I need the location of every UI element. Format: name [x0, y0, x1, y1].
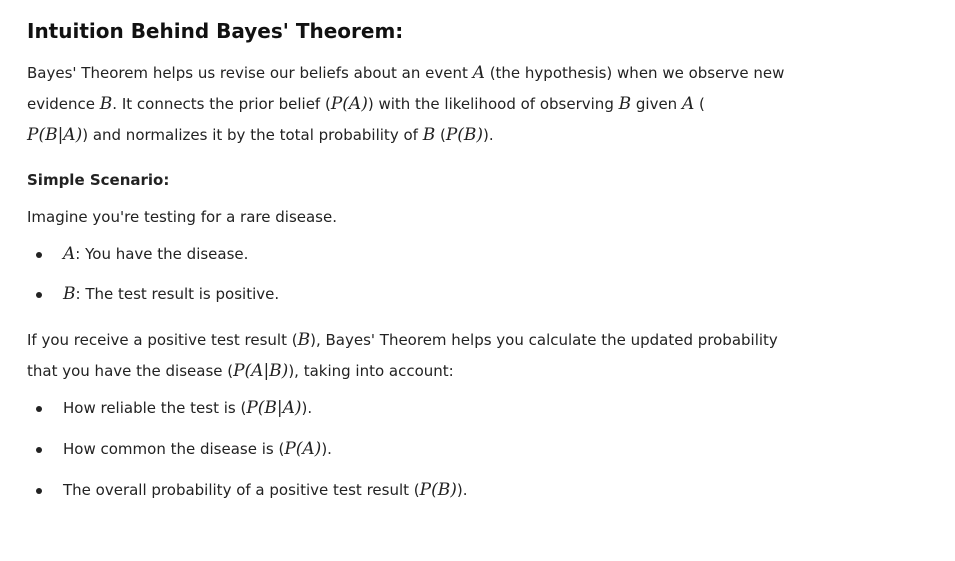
math-b: B: [99, 94, 113, 114]
list-item: [27, 397, 927, 419]
bullet-icon: [36, 406, 42, 412]
definition-list: [27, 243, 927, 305]
list-item: [27, 243, 927, 265]
intro-text: given: [631, 95, 682, 113]
scenario-heading: Simple Scenario:: [27, 171, 170, 189]
intro-text: ).: [483, 126, 494, 144]
factor-text: ).: [301, 399, 313, 417]
intro-text: ) with the likelihood of observing: [367, 95, 619, 113]
factor-text: The overall probability of a positive test result (: [63, 481, 420, 499]
math-likelihood: P(B|A): [27, 125, 83, 145]
article: [27, 16, 927, 501]
bullet-icon: [36, 488, 42, 494]
math-prior: P(A): [330, 94, 368, 114]
followup-text: that you have the disease (: [27, 362, 234, 380]
math-b: B: [618, 94, 632, 114]
factor-text: How reliable the test is (: [63, 399, 247, 417]
math-variable: A: [63, 244, 76, 264]
followup-text: If you receive a positive test result (: [27, 331, 298, 349]
factor-list: [27, 397, 927, 501]
math-b: B: [297, 330, 311, 350]
list-item: [27, 479, 927, 501]
followup-paragraph: [27, 325, 927, 387]
followup-text: ), Bayes' Theorem helps you calculate the updated probability: [310, 331, 778, 349]
math-evidence: P(B): [445, 125, 484, 145]
intro-text: (: [694, 95, 705, 113]
intro-text: . It connects the prior belief (: [112, 95, 331, 113]
intro-paragraph: [27, 58, 927, 151]
definition-text: : The test result is positive.: [75, 285, 280, 303]
list-item: [27, 438, 927, 460]
intro-text: (the hypothesis) when we observe new: [484, 64, 785, 82]
intro-text: ) and normalizes it by the total probability of: [82, 126, 423, 144]
math-b: B: [422, 125, 436, 145]
bullet-icon: [36, 252, 42, 258]
factor-text: ).: [321, 440, 332, 458]
bullet-icon: [36, 292, 42, 298]
bullet-icon: [36, 447, 42, 453]
math-prior: P(A): [284, 439, 322, 459]
math-posterior: P(A|B): [233, 361, 289, 381]
intro-text: (: [435, 126, 446, 144]
math-a: A: [681, 94, 695, 114]
section-heading: Intuition Behind Bayes' Theorem:: [27, 19, 404, 43]
math-likelihood: P(B|A): [246, 398, 302, 418]
factor-text: How common the disease is (: [63, 440, 285, 458]
intro-text: evidence: [27, 95, 100, 113]
followup-text: ), taking into account:: [288, 362, 454, 380]
definition-text: : You have the disease.: [75, 245, 249, 263]
scenario-text: Imagine you're testing for a rare disease.: [27, 208, 337, 226]
intro-text: Bayes' Theorem helps us revise our beliefs about an event: [27, 64, 473, 82]
factor-text: ).: [456, 481, 468, 499]
math-evidence: P(B): [419, 480, 457, 500]
list-item: [27, 283, 927, 305]
math-a: A: [472, 63, 485, 83]
math-variable: B: [63, 284, 76, 304]
